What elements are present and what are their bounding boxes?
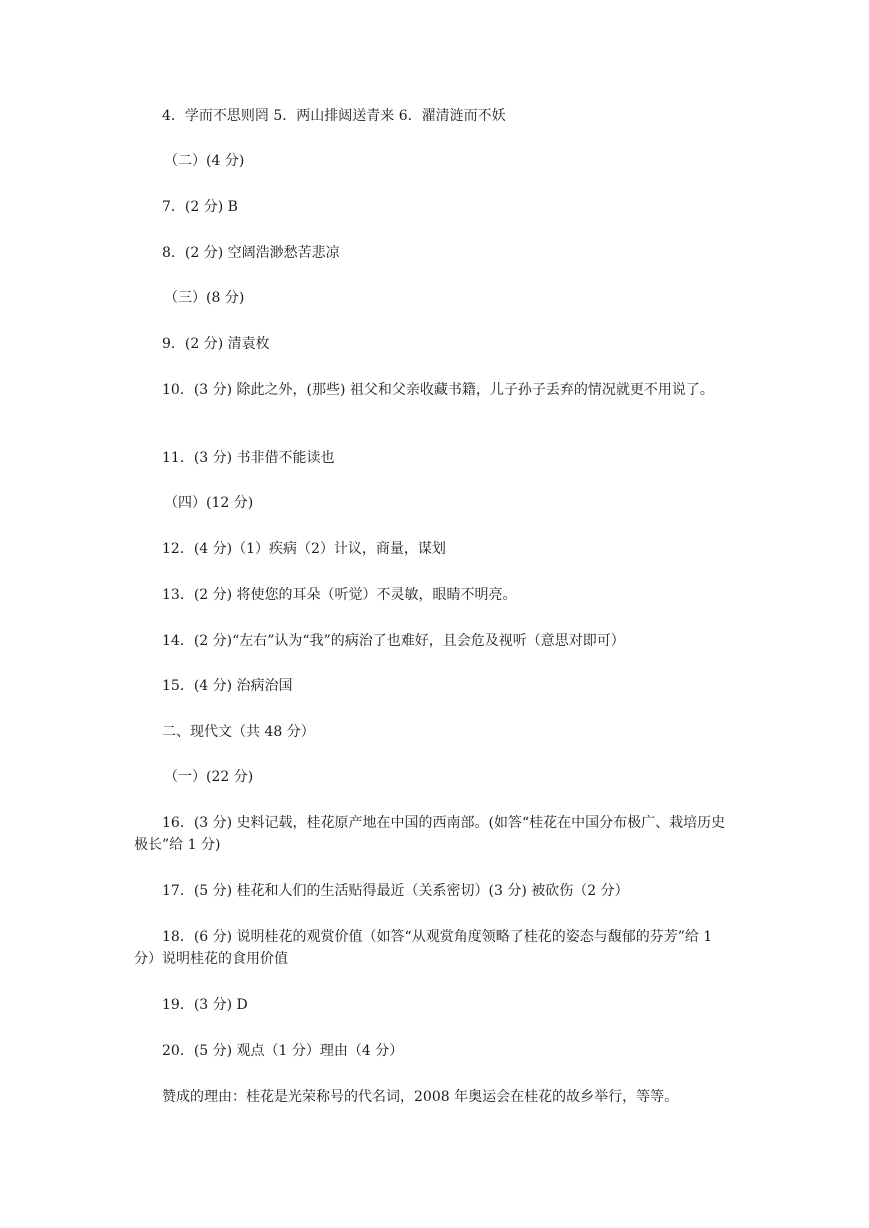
answer-line-19: 19．(3 分) D bbox=[162, 997, 248, 1013]
answer-line-15: 15．(4 分) 治病治国 bbox=[162, 678, 293, 694]
answer-line-8: 8．(2 分) 空阔浩渺愁苦悲凉 bbox=[162, 245, 340, 261]
answer-line-18: 18．(6 分) 说明桂花的观赏价值（如答“从观赏角度领略了桂花的姿态与馥郁的芬芳”给 1 分）说明桂花的食用价值 bbox=[134, 929, 713, 967]
section-heading-2: （二）(4 分) bbox=[164, 153, 245, 169]
answer-line-13: 13．(2 分) 将使您的耳朵（听觉）不灵敏，眼睛不明亮。 bbox=[162, 587, 517, 603]
part-heading-modern: 二、现代文（共 48 分） bbox=[162, 724, 315, 740]
answer-line-17: 17．(5 分) 桂花和人们的生活贴得最近（关系密切）(3 分) 被砍伤（2 分） bbox=[162, 883, 629, 899]
section-heading-modern-1: （一）(22 分) bbox=[164, 769, 254, 785]
answer-line-14: 14．(2 分)“左右”认为“我”的病治了也难好，且会危及视听（意思对即可） bbox=[162, 633, 625, 649]
answer-line-4-6: 4．学而不思则罔 5．两山排闼送青来 6．濯清涟而不妖 bbox=[162, 108, 506, 124]
answer-line-7: 7．(2 分) B bbox=[162, 199, 238, 215]
section-heading-4: （四）(12 分) bbox=[164, 495, 254, 511]
answer-line-20: 20．(5 分) 观点（1 分）理由（4 分） bbox=[162, 1043, 404, 1059]
answer-line-10: 10．(3 分) 除此之外，(那些) 祖父和父亲收藏书籍，儿子孙子丢弃的情况就更不用说了。 bbox=[162, 382, 714, 398]
answer-line-16: 16．(3 分) 史料记载，桂花原产地在中国的西南部。(如答“桂花在中国分布极广、栽培历史极长”给 1 分) bbox=[134, 815, 726, 853]
section-heading-3: （三）(8 分) bbox=[164, 290, 245, 306]
answer-line-20-reason: 赞成的理由：桂花是光荣称号的代名词，2008 年奥运会在桂花的故乡举行，等等。 bbox=[162, 1089, 679, 1105]
answer-line-12: 12．(4 分)（1）疾病（2）计议，商量，谋划 bbox=[162, 541, 446, 557]
answer-line-11: 11．(3 分) 书非借不能读也 bbox=[162, 450, 335, 466]
answer-line-9: 9．(2 分) 清袁枚 bbox=[162, 336, 270, 352]
